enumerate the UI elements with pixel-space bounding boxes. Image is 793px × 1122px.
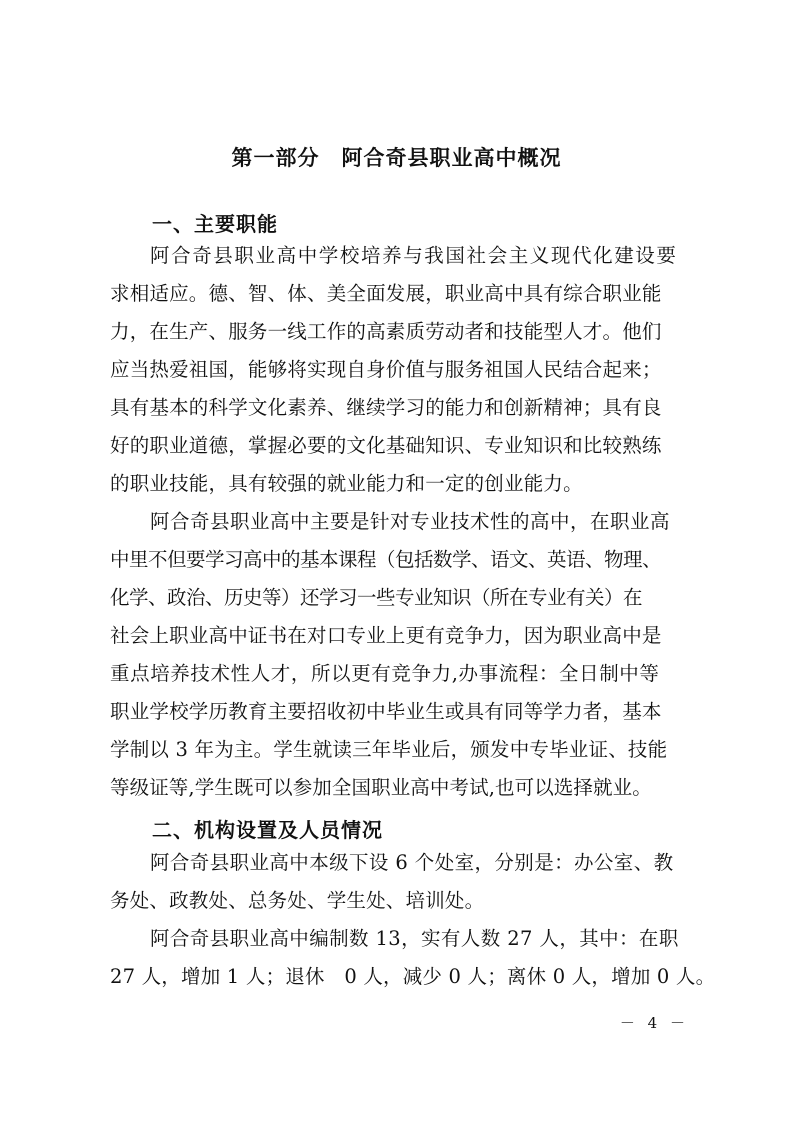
paragraph-line: 阿合奇县职业高中本级下设 6 个处室，分别是：办公室、教 — [150, 851, 674, 874]
paragraph-line: 阿合奇县职业高中学校培养与我国社会主义现代化建设要 — [150, 244, 678, 267]
paragraph-line: 社会上职业高中证书在对口专业上更有竞争力，因为职业高中是 — [110, 624, 662, 647]
paragraph-line: 化学、政治、历史等）还学习一些专业知识（所在专业有关）在 — [110, 586, 643, 609]
paragraph-line: 应当热爱祖国，能够将实现自身价值与服务祖国人民结合起来； — [110, 358, 662, 381]
paragraph-line: 力，在生产、服务一线工作的高素质劳动者和技能型人才。他们 — [110, 320, 662, 343]
paragraph-line: 具有基本的科学文化素养、继续学习的能力和创新精神；具有良 — [110, 396, 662, 419]
paragraph-line: 阿合奇县职业高中编制数 13，实有人数 27 人，其中：在职 — [150, 927, 679, 950]
page-number: － 4 － — [619, 1014, 689, 1032]
paragraph-line: 求相适应。德、智、体、美全面发展，职业高中具有综合职业能 — [110, 282, 662, 305]
section-heading-main-functions: 一、主要职能 — [152, 212, 278, 236]
paragraph-line: 的职业技能，具有较强的就业能力和一定的创业能力。 — [110, 472, 583, 495]
section-heading-organization-staff: 二、机构设置及人员情况 — [152, 818, 383, 842]
paragraph-line: 好的职业道德，掌握必要的文化基础知识、专业知识和比较熟练 — [110, 434, 662, 457]
paragraph-line: 职业学校学历教育主要招收初中毕业生或具有同等学力者，基本 — [110, 700, 662, 723]
paragraph-line: 阿合奇县职业高中主要是针对专业技术性的高中，在职业高 — [150, 510, 671, 533]
paragraph-line: 务处、政教处、总务处、学生处、培训处。 — [110, 889, 485, 912]
paragraph-line: 学制以 3 年为主。学生就读三年毕业后，颁发中专毕业证、技能 — [110, 738, 668, 761]
document-title: 第一部分 阿合奇县职业高中概况 — [231, 146, 562, 170]
paragraph-line: 中里不但要学习高中的基本课程（包括数学、语文、英语、物理、 — [110, 548, 662, 571]
paragraph-line: 重点培养技术性人才，所以更有竞争力,办事流程：全日制中等 — [110, 662, 660, 685]
paragraph-line: 等级证等,学生既可以参加全国职业高中考试,也可以选择就业。 — [110, 776, 652, 799]
paragraph-line: 27 人，增加 1 人；退休 0 人，减少 0 人；离休 0 人，增加 0 人。 — [110, 965, 716, 988]
